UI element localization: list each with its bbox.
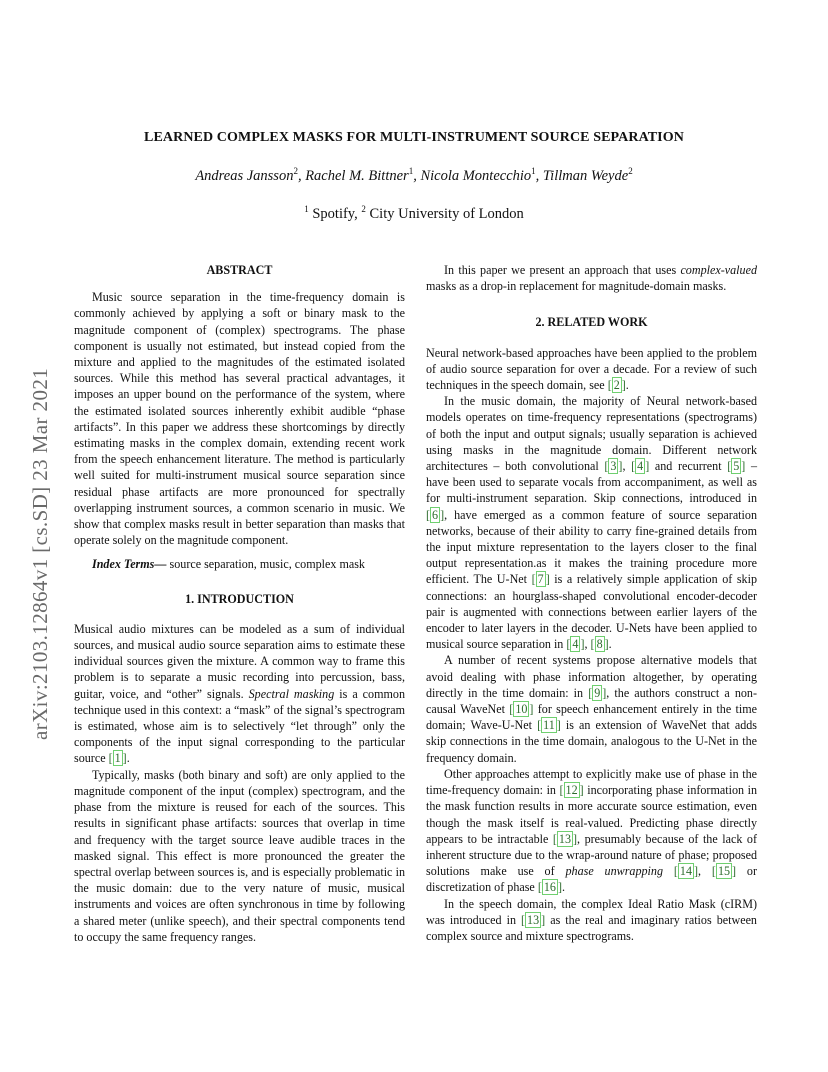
affiliation-mark: 2 [361, 204, 366, 214]
citation-number: 8 [596, 637, 603, 652]
citation-link[interactable]: [ 12 ] [559, 783, 584, 798]
citation-link[interactable]: [ 13 ] [521, 912, 546, 927]
citation-link[interactable]: [ 6 ] [426, 507, 445, 522]
affiliation-name: City University of London [369, 206, 524, 222]
citation-number: 13 [558, 831, 572, 846]
citation-link[interactable]: [ 16 ] [537, 880, 562, 895]
citation-number: 14 [679, 864, 692, 879]
citation-link[interactable]: [ 2 ] [607, 378, 626, 393]
paper-title: LEARNED COMPLEX MASKS FOR MULTI-INSTRUMENT SOURCE SEPARATION [144, 130, 684, 145]
citation-link[interactable]: [ 4 ] [566, 637, 585, 652]
introduction-body [74, 621, 405, 945]
citation-number: 3 [610, 459, 617, 474]
paragraph: In the speech domain, the complex Ideal Ratio Mask (cIRM) was introduced in [ 13 ] as the real and imaginary ratios between complex source and mixture spectrograms. [426, 896, 757, 943]
citation-number: 13 [527, 912, 540, 927]
abstract-heading: ABSTRACT [206, 263, 273, 277]
citation-link[interactable]: [ 3 ] [604, 459, 623, 474]
citation-link[interactable]: [ 15 ] [711, 864, 737, 879]
emphasis-text: phase unwrapping [565, 864, 664, 879]
related-work-heading: 2. RELATED WORK [535, 315, 648, 330]
author-name: Andreas Jansson [195, 168, 294, 184]
affiliation-name: Spotify [312, 206, 355, 222]
citation-number: 7 [537, 572, 544, 587]
emphasis-text: Spectral masking [248, 686, 335, 701]
citation-number: 11 [543, 718, 555, 733]
paragraph: Other approaches attempt to explicitly make use of phase in the time-frequency domain: in [ 12 ] incorporating phase information in the mask function results in more accurate source estimation, even though the mask itself is real-valued. Predicting phase directly appears to be intractable [ 13 ], presumably because of the lack of inherent structure due to the wrap-around nature of phase; proposed solutions make use of phase unwrapping [ 14 ], [ 15 ] or discretization of phase [ 16 ]. [426, 766, 757, 895]
citation-number: 4 [637, 459, 644, 474]
affiliation-mark: 1 [304, 204, 309, 214]
paragraph: A number of recent systems propose alternative models that avoid dealing with phase information altogether, by operating directly in the time domain: in [ 9 ], the authors construct a non-causal WaveNet [ 10 ] for speech enhancement entirely in the time domain; Wave-U-Net [ 11 ] is an extension of WaveNet that adds skip connections in the time domain, analogous to the U-Net in the frequency domain. [426, 653, 758, 765]
author-name: Rachel M. Bittner [305, 168, 409, 184]
citation-link[interactable]: [ 8 ] [590, 637, 609, 652]
right-column [426, 262, 757, 944]
introduction-continued: In this paper we present an approach that uses complex-valued masks as a drop-in replacement for magnitude-domain masks. [426, 263, 757, 294]
paragraph: Musical audio mixtures can be modeled as a sum of individual sources, and musical audio source separation aims to estimate these individual sources given the mixture. A common way to frame this problem is to separate a music recording into percussion, bass, guitar, voice, and “other” signals. Spectral masking is a common technique used in this context: a “mask” of the signal’s spectrogram is estimated, whose aim is to selectively “let through” only the components of the input signal corresponding to the particular source [ 1 ]. [74, 621, 406, 766]
citation-number: 5 [733, 459, 740, 474]
author-name: Nicola Montecchio [420, 168, 532, 184]
citation-link[interactable]: [ 10 ] [509, 702, 534, 717]
introduction-heading: 1. INTRODUCTION [185, 591, 294, 606]
citation-link[interactable]: [ 1 ] [108, 751, 127, 766]
citation-link[interactable]: [ 14 ] [673, 864, 699, 879]
emphasis-text: complex-valued [680, 263, 757, 277]
citation-link[interactable]: [ 11 ] [537, 718, 561, 733]
citation-number: 16 [543, 880, 556, 895]
citation-link[interactable]: [ 5 ] [727, 459, 746, 474]
citation-number: 10 [515, 702, 528, 717]
citation-number: 4 [572, 637, 579, 652]
citation-number: 2 [613, 378, 620, 393]
paragraph: In the music domain, the majority of Neural network-based models operates on time-frequency representations (spectrograms) of both the input and output signals; usually separation is achieved using masks in the magnitude domain. Different network architectures – both convolutional [ 3 ], [ 4 ] and recurrent [ 5 ] – have been used to separate vocals from accompaniment, as well as for multi-instrument separation. Skip connections, introduced in [ 6 ], have emerged as a common feature of source separation networks, because of their ability to carry fine-grained details from the input mixture representation to the layers closer to the final output representation.as it makes the training procedure more efficient. The U-Net [ 7 ] is a relatively simple application of skip connections: an hourglass-shaped convolutional encoder-decoder pair is augmented with connections between earlier layers of the encoder to later layers in the decoder. U-Nets have been applied to musical source separation in [ 4 ], [ 8 ]. [426, 394, 758, 652]
abstract-text: Music source separation in the time-frequency domain is commonly achieved by applying a soft or binary mask to the magnitude component of (complex) spectrograms. The phase component is usually not estimated, but instead copied from the mixture and applied to the magnitudes of the estimated isolated sources. While this method has several practical advantages, it imposes an upper bound on the performance of the system, where the estimated isolated sources inherently exhibit audible “phase artifacts”. In this paper we address these shortcomings by directly estimating masks in the complex domain, extending recent work from the speech enhancement literature. The method is particularly well suited for multi-instrument musical source separation since residual phase artifacts are more pronounced for spectrally overlapping instrument sources, a common scenario in music. We show that complex masks result in better separation than masks that operate solely on the magnitude component. [74, 290, 405, 548]
left-column [74, 262, 405, 945]
index-terms [74, 556, 405, 572]
index-terms-label: Index Terms— [92, 557, 167, 572]
citation-number: 12 [565, 783, 578, 798]
arxiv-identifier: arXiv:2103.12864v1 [cs.SD] 23 Mar 2021 [28, 367, 52, 740]
citation-number: 1 [114, 751, 121, 766]
author-affiliation-mark: 1 [408, 166, 414, 176]
author-affiliation-mark: 1 [531, 166, 536, 176]
citation-number: 6 [432, 507, 439, 522]
author-name: Tillman Weyde [542, 168, 629, 184]
citation-link[interactable]: [ 4 ] [631, 459, 650, 474]
citation-number: 15 [717, 864, 731, 879]
author-list: Andreas Jansson$^2$, Rachel M. Bittner$^1$, Nicola Montecchio$^1$, Tillman Weyde$^2$ [195, 166, 633, 184]
citation-number: 9 [594, 685, 601, 700]
paragraph: Typically, masks (both binary and soft) are only applied to the magnitude component of the input (complex) spectrogram, and the phase from the mixture is reused for each of the sources. This results in significant phase artifacts: sources that overlap in time and frequency with the target source leave audible traces in the masked signal. This effect is more pronounced the greater the spectral overlap between sources is, and is especially problematic in the music domain: due to the very nature of music, musical instruments and voices are often synchronous in time by following a shared meter (unlike speech), and their spectral components tend to occupy the same frequency ranges. [74, 767, 405, 944]
citation-link[interactable]: [ 7 ] [531, 572, 550, 587]
author-affiliation-mark: 2 [628, 166, 633, 176]
related-work-body [426, 345, 757, 945]
affiliation-list: $^1$ Spotify, $^2$ City University of London [304, 204, 524, 222]
paragraph: Neural network-based approaches have been applied to the problem of audio source separation for over a decade. For a review of such techniques in the speech domain, see [ 2 ]. [426, 345, 757, 393]
citation-link[interactable]: [ 9 ] [588, 685, 607, 700]
index-terms-text: source separation, music, complex mask [169, 557, 365, 572]
author-affiliation-mark: 2 [293, 166, 298, 176]
citation-link[interactable]: [ 13 ] [552, 831, 578, 846]
